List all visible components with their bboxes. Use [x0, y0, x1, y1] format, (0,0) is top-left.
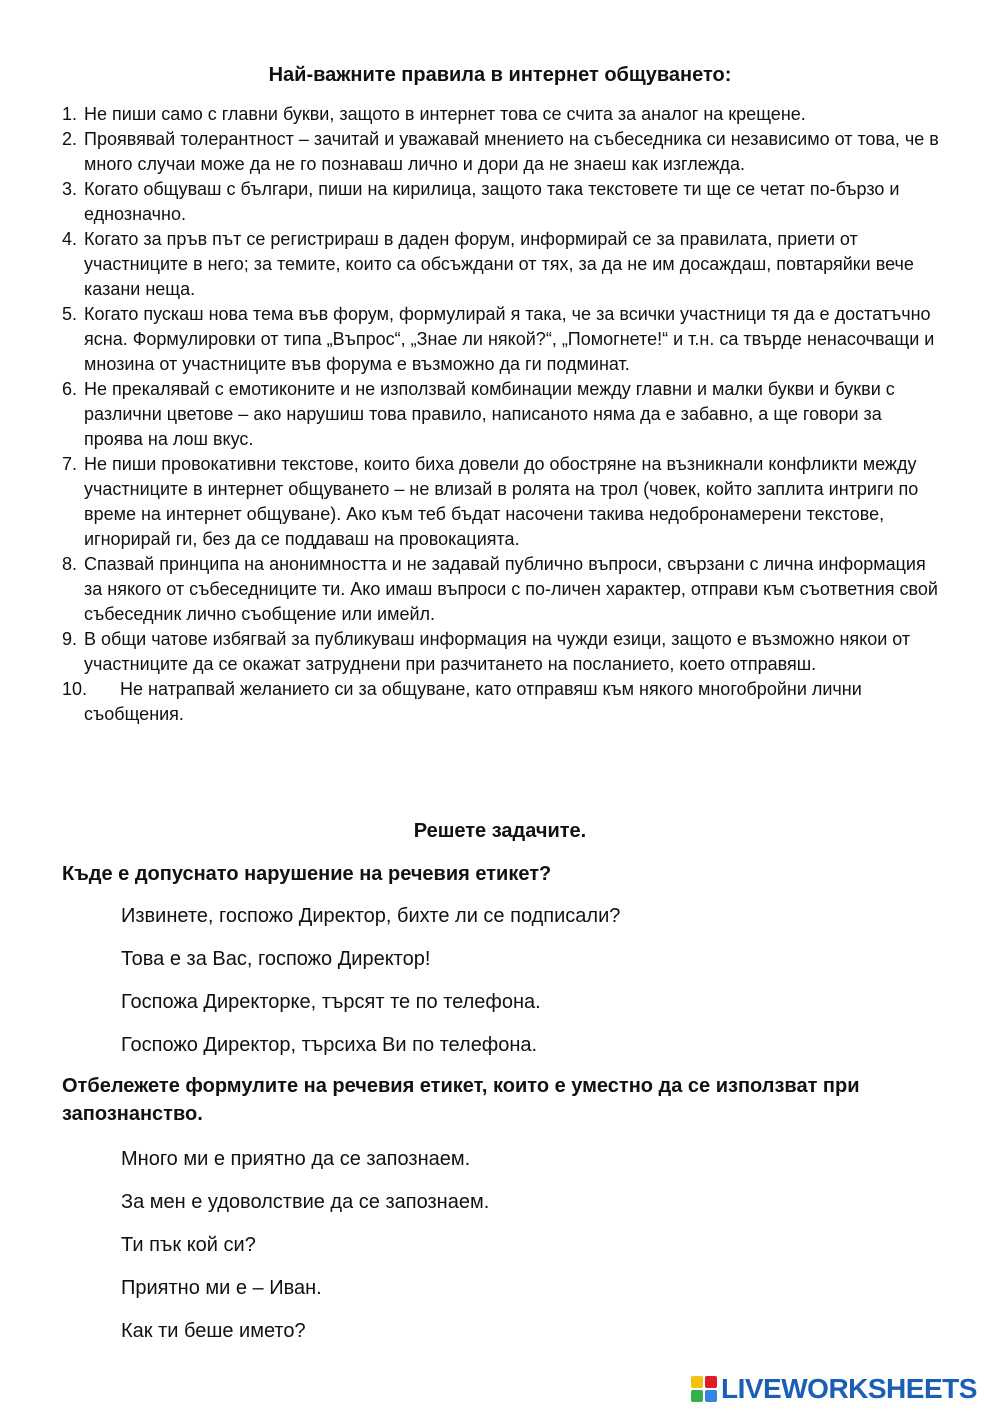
rule-number: 9. [62, 629, 78, 649]
rule-text: Проявявай толерантност – зачитай и уважавай мнението на събеседника си независимо от това, че в много случаи може да не го познаваш лично и дори да не знаеш как изглежда. [84, 129, 939, 174]
rule-text: Не пиши само с главни букви, защото в интернет това се счита за аналог на крещене. [84, 104, 806, 124]
answer-option[interactable]: Госпожа Директорке, търсят те по телефона. [121, 991, 541, 1013]
question-1-options [121, 902, 941, 1074]
rule-number: 4. [62, 229, 78, 249]
rule-item [62, 552, 942, 627]
rule-text: В общи чатове избягвай за публикуваш информация на чужди езици, защото е възможно някои от участниците да се окажат затруднени при разчитането на посланието, което отправяш. [84, 629, 911, 674]
rule-text: Когато за пръв път се регистрираш в даден форум, информирай се за правилата, приети от участниците в него; за темите, които са обсъждани от тях, за да не им досаждаш, повтаряйки вече казани неща. [84, 229, 914, 299]
rule-item [62, 377, 942, 452]
rule-text: Когато пускаш нова тема във форум, формулирай я така, че за всички участници тя да е достатъчно ясна. Формулировки от типа „Въпрос“, „Знае ли някой?“, „Помогнете!“ и т.н. са твърде ненасочващи и мнозина от участниците във форума е възможно да ги подминат. [84, 304, 935, 374]
rule-number: 6. [62, 379, 78, 399]
rule-number: 8. [62, 554, 78, 574]
rule-item [62, 177, 942, 227]
answer-option[interactable]: Много ми е приятно да се запознаем. [121, 1148, 471, 1170]
rules-list [62, 102, 942, 727]
rule-item [62, 677, 942, 727]
answer-option[interactable]: Ти пък кой си? [121, 1234, 256, 1256]
rule-text: Когато общуваш с българи, пиши на кирилица, защото така текстовете ти ще се четат по-бързо и еднозначно. [84, 179, 900, 224]
logo-block [705, 1376, 717, 1388]
rule-item [62, 227, 942, 302]
answer-option[interactable]: За мен е удоволствие да се запознаем. [121, 1191, 490, 1213]
rule-item [62, 102, 942, 127]
rule-number: 1. [62, 104, 78, 124]
question-1-text: Къде е допуснато нарушение на речевия етикет? [62, 863, 552, 885]
rule-item [62, 127, 942, 177]
logo-block [705, 1390, 717, 1402]
rule-text: Не натрапвай желанието си за общуване, като отправяш към някого многобройни лични съобщения. [84, 679, 862, 724]
answer-option[interactable]: Как ти беше името? [121, 1320, 306, 1342]
rule-text: Не прекалявай с емотиконите и не използвай комбинации между главни и малки букви и букви с различни цветове – ако нарушиш това правило, написаното няма да е забавно, а ще говори за проява на лош вкус. [84, 379, 895, 449]
logo-block [691, 1376, 703, 1388]
answer-option[interactable]: Приятно ми е – Иван. [121, 1277, 322, 1299]
logo-block [691, 1390, 703, 1402]
answer-option[interactable]: Госпожо Директор, търсиха Ви по телефона. [121, 1034, 538, 1056]
rule-item [62, 627, 942, 677]
answer-option[interactable]: Извинете, госпожо Директор, бихте ли се подписали? [121, 905, 621, 927]
answer-option[interactable]: Това е за Вас, госпожо Директор! [121, 948, 431, 970]
question-2-text: Отбележете формулите на речевия етикет, които е уместно да се използват при запознанство. [62, 1075, 860, 1125]
logo-text: LIVEWORKSHEETS [721, 1373, 977, 1404]
page-title: Най-важните правила в интернет общуването: [268, 64, 732, 86]
tasks-heading: Решете задачите. [413, 820, 587, 842]
rule-text: Спазвай принципа на анонимността и не задавай публично въпроси, свързани с лична информация за някого от събеседниците ти. Ако имаш въпроси с по-личен характер, отправи към съответния свой събеседник лично съобщение или имейл. [84, 554, 938, 624]
question-2-options [121, 1145, 941, 1360]
liveworksheets-logo [691, 1374, 977, 1404]
rule-number: 10. [62, 679, 88, 699]
rule-item [62, 452, 942, 552]
rule-number: 5. [62, 304, 78, 324]
logo-blocks-icon [691, 1376, 717, 1402]
rule-number: 2. [62, 129, 78, 149]
rule-number: 3. [62, 179, 78, 199]
rule-number: 7. [62, 454, 78, 474]
rule-text: Не пиши провокативни текстове, които биха довели до обостряне на възникнали конфликти между участниците в интернет общуването – не влизай в ролята на трол (човек, който заплита интриги по време на интернет общуване). Ако към теб бъдат насочени такива недобронамерени текстове, игнорирай ги, без да се поддаваш на провокацията. [84, 454, 919, 549]
rule-item [62, 302, 942, 377]
